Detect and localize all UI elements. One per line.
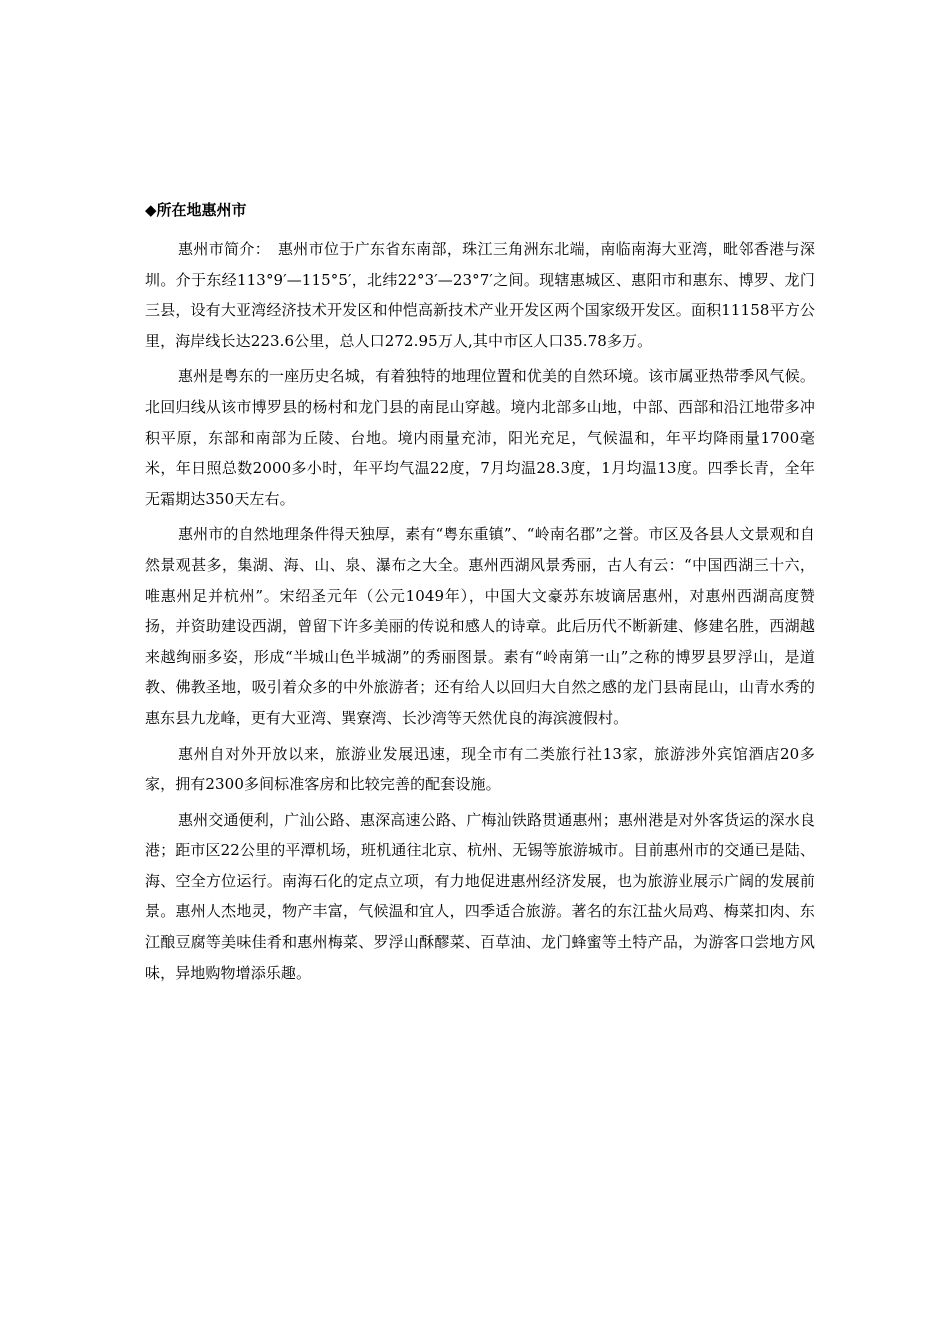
paragraph-intro: 惠州市简介： 惠州市位于广东省东南部，珠江三角洲东北端，南临南海大亚湾，毗邻香港与深圳。介于东经113°9′—115°5′，北纬22°3′—23°7′之间。现辖惠城区、惠阳市和惠东、博罗、龙门三县，设有大亚湾经济技术开发区和仲恺高新技术产业开发区两个国家级开发区。面积11158平方公里，海岸线长达223.6公里，总人口272.95万人,其中市区人口35.78多万。	[145, 240, 815, 350]
document-body	[145, 200, 815, 993]
paragraph-transport: 惠州交通便利，广汕公路、惠深高速公路、广梅汕铁路贯通惠州；惠州港是对外客货运的深水良港；距市区22公里的平潭机场，班机通往北京、杭州、无锡等旅游城市。目前惠州市的交通已是陆、海、空全方位运行。南海石化的定点立项，有力地促进惠州经济发展，也为旅游业展示广阔的发展前景。惠州人杰地灵，物产丰富，气候温和宜人，四季适合旅游。著名的东江盐火局鸡、梅菜扣肉、东江酿豆腐等美味佳肴和惠州梅菜、罗浮山酥醪菜、百草油、龙门蜂蜜等土特产品，为游客口尝地方风味，异地购物增添乐趣。	[145, 810, 815, 982]
section-heading: ◆所在地惠州市	[145, 201, 247, 219]
paragraph-tourism: 惠州自对外开放以来，旅游业发展迅速，现全市有二类旅行社13家，旅游涉外宾馆酒店20多家，拥有2300多间标准客房和比较完善的配套设施。	[145, 744, 815, 794]
paragraph-scenery: 惠州市的自然地理条件得天独厚，素有“粤东重镇”、“岭南名郡”之誉。市区及各县人文景观和自然景观甚多，集湖、海、山、泉、瀑布之大全。惠州西湖风景秀丽，古人有云：“中国西湖三十六，唯惠州足并杭州”。宋绍圣元年（公元1049年），中国大文豪苏东坡谪居惠州，对惠州西湖高度赞扬，并资助建设西湖，曾留下许多美丽的传说和感人的诗章。此后历代不断新建、修建名胜，西湖越来越绚丽多姿，形成“半城山色半城湖”的秀丽图景。素有“岭南第一山”之称的博罗县罗浮山，是道教、佛教圣地，吸引着众多的中外旅游者；还有给人以回归大自然之感的龙门县南昆山，山青水秀的惠东县九龙峰，更有大亚湾、巽寮湾、长沙湾等天然优良的海滨渡假村。	[145, 525, 815, 727]
paragraph-climate: 惠州是粤东的一座历史名城，有着独特的地理位置和优美的自然环境。该市属亚热带季风气候。北回归线从该市博罗县的杨村和龙门县的南昆山穿越。境内北部多山地，中部、西部和沿江地带多冲积平原，东部和南部为丘陵、台地。境内雨量充沛，阳光充足，气候温和，年平均降雨量1700毫米，年日照总数2000多小时，年平均气温22度，7月均温28.3度，1月均温13度。四季长青，全年无霜期达350天左右。	[145, 367, 815, 508]
